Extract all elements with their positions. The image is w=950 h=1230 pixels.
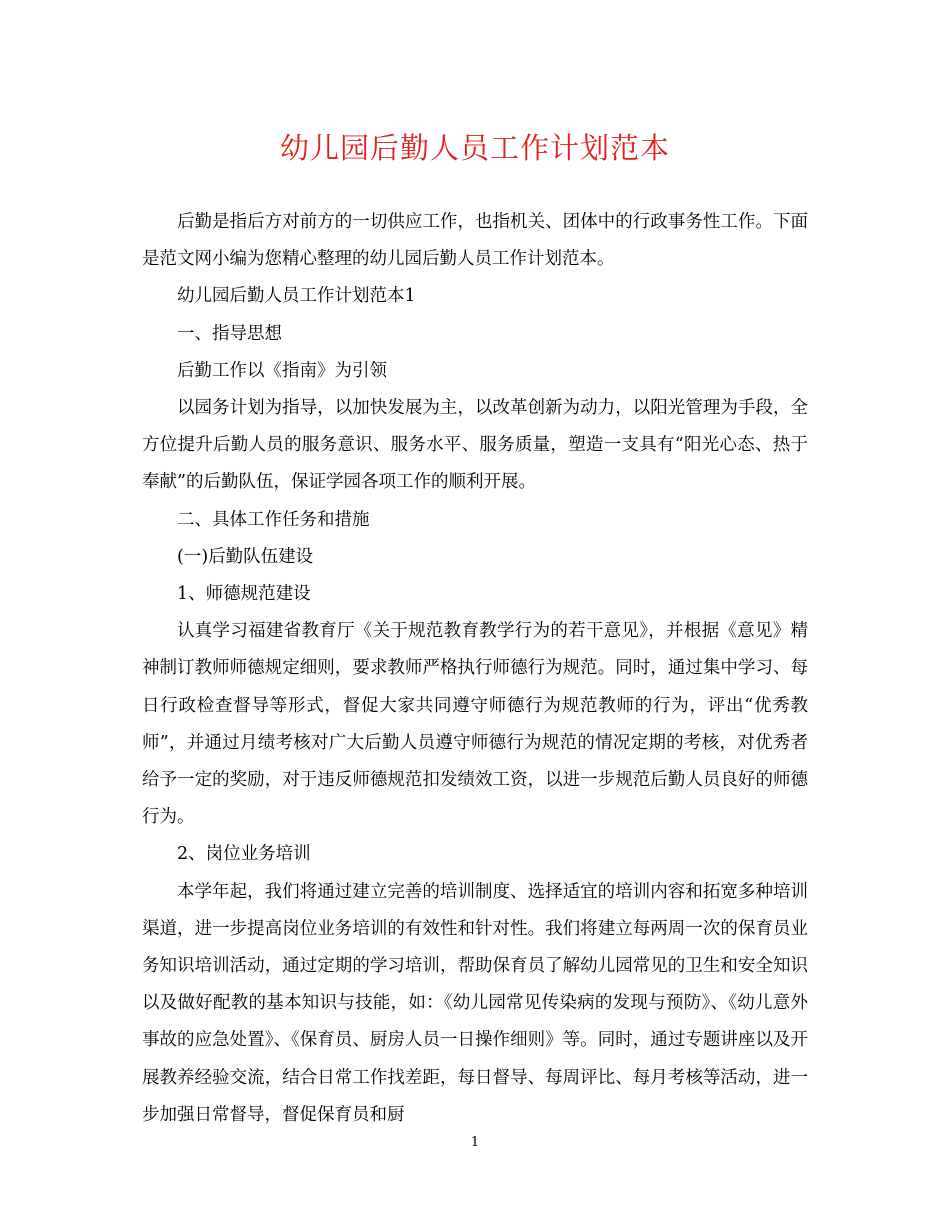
paragraph-section-1-heading: 一、指导思想 [177, 323, 282, 344]
paragraph-item-2-heading: 2、岗位业务培训 [177, 844, 311, 865]
paragraph-intro: 后勤是指后方对前方的一切供应工作，也指机关、团体中的行政事务性工作。下面是范文网小编为您精心整理的幼儿园后勤人员工作计划范本。 [142, 212, 808, 270]
paragraph-item-1-text: 认真学习福建省教育厅《关于规范教育教学行为的若干意见》，并根据《意见》精神制订教师师德规定细则，要求教师严格执行师德行为规范。同时，通过集中学习、每日行政检查督导等形式，督促大家共同遵守师德行为规范教师的行为，评出“优秀教师”，并通过月绩考核对广大后勤人员遵守师德行为规范的情况定期的考核，对优秀者给予一定的奖励，对于违反师德规范扣发绩效工资，以进一步规范后勤人员良好的师德行为。 [142, 621, 808, 828]
paragraph-subsection-heading: (一)后勤队伍建设 [177, 546, 314, 567]
paragraph-item-2-text: 本学年起，我们将通过建立完善的培训制度、选择适宜的培训内容和拓宽多种培训渠道，进一步提高岗位业务培训的有效性和针对性。我们将建立每两周一次的保育员业务知识培训活动，通过定期的学习培训，帮助保育员了解幼儿园常见的卫生和安全知识以及做好配教的基本知识与技能，如：《幼儿园常见传染病的发现与预防》、《幼儿意外事故的应急处置》、《保育员、厨房人员一日操作细则》等。同时，通过专题讲座以及开展教养经验交流，结合日常工作找差距，每日督导、每周评比、每月考核等活动，进一步加强日常督导，督促保育员和厨 [142, 881, 808, 1125]
paragraph-guideline: 后勤工作以《指南》为引领 [177, 360, 387, 381]
document-body [142, 204, 808, 1134]
page-number: 1 [470, 1135, 480, 1150]
paragraph-plan-heading: 幼儿园后勤人员工作计划范本1 [177, 286, 416, 307]
paragraph-item-1-heading: 1、师德规范建设 [177, 584, 311, 605]
document-title: 幼儿园后勤人员工作计划范本 [279, 131, 670, 165]
paragraph-section-2-heading: 二、具体工作任务和措施 [177, 509, 370, 530]
paragraph-guiding-text: 以园务计划为指导，以加快发展为主，以改革创新为动力，以阳光管理为手段，全方位提升后勤人员的服务意识、服务水平、服务质量，塑造一支具有“阳光心态、热于奉献”的后勤队伍，保证学园各项工作的顺利开展。 [142, 398, 808, 493]
